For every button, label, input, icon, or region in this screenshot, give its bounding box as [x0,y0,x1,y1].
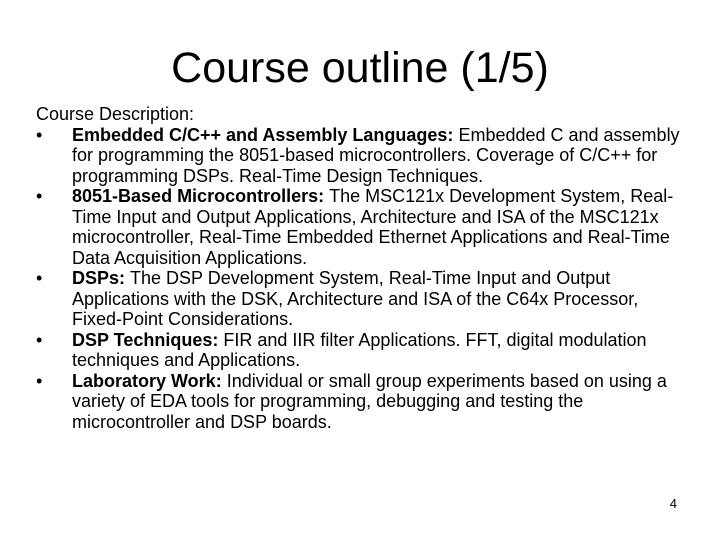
topic-list [36,125,692,433]
topic-item-dsps [36,268,692,330]
topic-term: Embedded C/C++ and Assembly Languages: [72,124,459,145]
topic-text: The DSP Development System, Real-Time Input and Output Applications with the DSK, Architecture and ISA of the C64x Processor, Fixed-Point Considerations. [72,268,639,329]
topic-term: 8051-Based Microcontrollers: [72,186,330,206]
topic-item-8051-microcontrollers [36,186,692,268]
bullet-icon: • [36,329,43,350]
topic-item-dsp-techniques [36,330,692,371]
topic-text: Embedded C and assembly for programming the 8051-based microcontrollers. Coverage of C/C++ for programming DSPs. Real-Time Design Techniques. [72,124,680,186]
topic-text: Individual or small group experiments based on using a variety of EDA tools for programming, debugging and testing the microcontroller and DSP boards. [72,370,667,432]
topic-text: FIR and IIR filter Applications. FFT, digital modulation techniques and Applications. [72,329,647,370]
page-number: 4 [669,496,677,511]
topic-term: Laboratory Work: [72,370,227,391]
bullet-icon: • [36,186,43,206]
slide-body [36,104,692,432]
topic-term: DSP Techniques: [72,329,224,350]
bullet-icon: • [36,124,43,145]
topic-item-laboratory-work [36,371,692,433]
topic-text: The MSC121x Development System, Real-Time Input and Output Applications, Architecture and ISA of the MSC121x microcontroller, Real-Time Embedded Ethernet Applications and Real-Time Data Acquisition Applications. [72,186,674,268]
bullet-icon: • [36,370,43,391]
topic-term: DSPs: [72,268,131,288]
bullet-icon: • [36,268,43,288]
course-description-label: Course Description: [36,104,195,124]
slide-title: Course outline (1/5) [171,44,549,92]
topic-item-embedded-languages [36,125,692,187]
